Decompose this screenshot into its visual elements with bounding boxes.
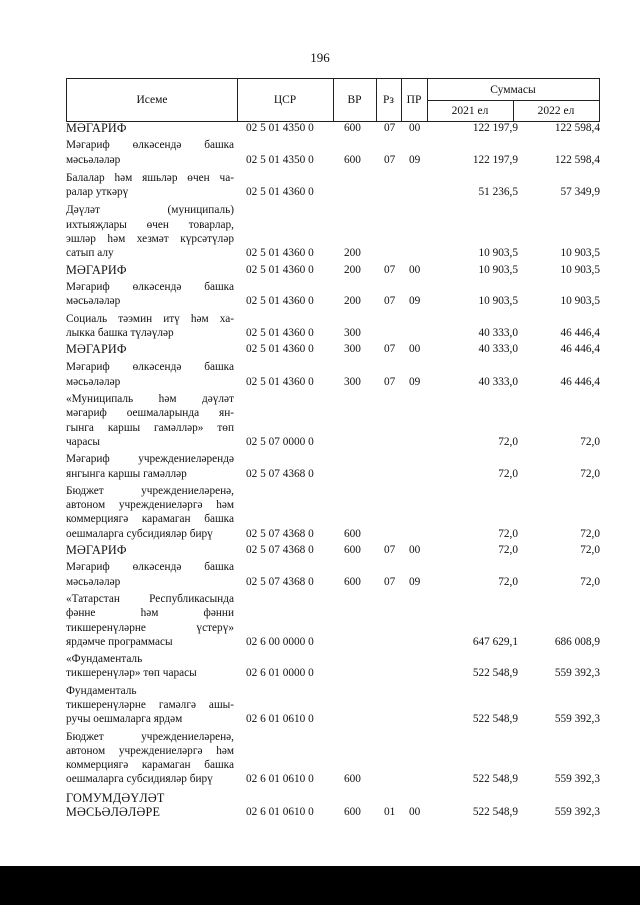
header-csr: ЦСР [273, 94, 297, 106]
row-name [66, 684, 234, 727]
row-sum-2021: 40 333,0 [478, 375, 518, 388]
row-name [66, 138, 234, 167]
table-row [66, 138, 600, 167]
table-row [66, 280, 600, 309]
row-name [66, 592, 234, 649]
row-vr: 300 [344, 375, 361, 388]
row-csr: 02 5 07 4368 0 [246, 575, 314, 588]
table-row [66, 203, 600, 260]
row-name-line: МӘГАРИФ [66, 342, 127, 357]
row-rz: 07 [384, 263, 396, 276]
row-name-line: «Муниципаль һәм дәүләт [66, 393, 234, 406]
row-vr: 300 [344, 343, 361, 356]
row-name-line: МӘГАРИФ [66, 262, 127, 277]
row-name-line: «Татарстан Республикасында [66, 592, 234, 605]
table-row [66, 263, 600, 277]
row-vr: 600 [344, 575, 361, 588]
row-sum-2022: 122 598,4 [554, 122, 600, 134]
row-sum-2022: 559 392,3 [554, 667, 600, 680]
row-sum-2022: 72,0 [580, 527, 600, 540]
row-sum-2022: 559 392,3 [554, 806, 600, 819]
scan-bottom-bar [0, 866, 640, 905]
row-name [66, 121, 234, 135]
row-pr: 09 [409, 575, 421, 588]
row-csr: 02 5 01 4360 0 [246, 375, 314, 388]
table-row [66, 342, 600, 356]
row-sum-2022: 122 598,4 [554, 153, 600, 166]
row-name-line: МӘГАРИФ [66, 121, 127, 135]
row-pr: 00 [409, 343, 421, 356]
table-header [66, 78, 600, 122]
row-sum-2021: 10 903,5 [478, 295, 518, 308]
row-name [66, 560, 234, 589]
row-name [66, 171, 234, 200]
row-name-line: Мәгариф өлкәсендә башка [66, 280, 234, 293]
row-name-line: мәгариф оешмаларында ян- [66, 407, 234, 420]
row-name-line: гынга каршы гамәлләр» төп [66, 421, 234, 434]
row-name-line: Мәгариф учреждениеләрендә [66, 453, 234, 466]
row-rz: 07 [384, 153, 396, 166]
row-rz: 01 [384, 806, 396, 819]
row-name-line: эшләр һәм хезмәт күрсәтүләр [66, 233, 234, 246]
row-name [66, 730, 234, 787]
row-vr: 600 [344, 153, 361, 166]
table-row [66, 791, 600, 820]
row-csr: 02 5 01 4360 0 [246, 326, 314, 339]
row-name-line: МӘСЬӘЛӘЛӘРЕ [66, 805, 161, 820]
row-csr: 02 5 01 4360 0 [246, 263, 314, 276]
row-pr: 09 [409, 295, 421, 308]
row-name [66, 791, 234, 820]
row-sum-2021: 72,0 [498, 527, 518, 540]
table-row [66, 121, 600, 135]
row-sum-2022: 559 392,3 [554, 773, 600, 786]
row-csr: 02 5 01 4360 0 [246, 247, 314, 260]
row-name-line: ихтыяҗлары өчен товарлар, [66, 218, 234, 231]
row-csr: 02 5 01 4360 0 [246, 295, 314, 308]
row-name [66, 543, 234, 557]
row-sum-2021: 122 197,9 [472, 122, 518, 134]
row-name-line: Дәүләт (муниципаль) [66, 204, 234, 217]
row-name [66, 652, 234, 681]
row-name-line: мәсьәләләр [66, 153, 121, 166]
row-sum-2022: 72,0 [580, 544, 600, 557]
row-sum-2022: 46 446,4 [560, 375, 600, 388]
row-pr: 09 [409, 153, 421, 166]
row-csr: 02 5 07 4368 0 [246, 527, 314, 540]
row-name-line: лыкка башка түләүләр [66, 326, 174, 339]
table-row [66, 484, 600, 541]
row-sum-2022: 46 446,4 [560, 343, 600, 356]
row-sum-2021: 522 548,9 [472, 667, 518, 680]
table-row [66, 543, 600, 557]
row-sum-2021: 40 333,0 [478, 343, 518, 356]
row-name-line: Мәгариф өлкәсендә башка [66, 361, 234, 374]
row-csr: 02 6 01 0610 0 [246, 773, 314, 786]
row-name-line: мәсьәләләр [66, 295, 121, 308]
row-sum-2022: 46 446,4 [560, 326, 600, 339]
row-name-line: ручы оешмаларга ярдәм [66, 713, 183, 726]
row-pr: 00 [409, 263, 421, 276]
header-year-2022: 2022 ел [537, 104, 575, 117]
row-name-line: Бюджет учреждениеләренә, [66, 730, 234, 743]
table-row [66, 312, 600, 341]
header-name: Исеме [136, 94, 168, 106]
row-sum-2021: 72,0 [498, 435, 518, 448]
row-sum-2022: 57 349,9 [560, 186, 600, 199]
row-name-line: автоном учреждениеләргә һәм [66, 499, 234, 512]
row-csr: 02 5 07 0000 0 [246, 435, 314, 448]
row-sum-2022: 10 903,5 [560, 263, 600, 276]
row-name [66, 484, 234, 541]
row-name-line: Фундаменталь [66, 684, 137, 697]
row-name-line: ралар уткәрү [66, 186, 129, 199]
row-csr: 02 5 01 4350 0 [246, 153, 314, 166]
row-sum-2021: 522 548,9 [472, 806, 518, 819]
row-sum-2022: 10 903,5 [560, 247, 600, 260]
row-name-line: МӘГАРИФ [66, 543, 127, 558]
table-row [66, 560, 600, 589]
row-rz: 07 [384, 575, 396, 588]
row-sum-2022: 10 903,5 [560, 295, 600, 308]
row-sum-2021: 51 236,5 [478, 186, 518, 199]
table-row [66, 171, 600, 200]
row-sum-2021: 647 629,1 [472, 635, 518, 648]
row-vr: 600 [344, 773, 361, 786]
table-row [66, 360, 600, 389]
row-rz: 07 [384, 122, 396, 134]
header-rz: Рз [383, 94, 394, 106]
row-sum-2021: 40 333,0 [478, 326, 518, 339]
row-name-line: мәсьәләләр [66, 575, 121, 588]
table-body [66, 121, 600, 819]
row-name-line: тикшеренүләрне үстерү» [66, 621, 234, 634]
table-row [66, 452, 600, 481]
row-name-line: коммерциягә карамаган башка [66, 759, 234, 772]
row-sum-2022: 72,0 [580, 435, 600, 448]
row-name [66, 392, 234, 449]
row-sum-2021: 10 903,5 [478, 247, 518, 260]
table-row [66, 730, 600, 787]
row-name-line: коммерциягә карамаган башка [66, 513, 234, 526]
row-csr: 02 6 01 0000 0 [246, 667, 314, 680]
table-row [66, 684, 600, 727]
row-name-line: Мәгариф өлкәсендә башка [66, 139, 234, 152]
row-vr: 300 [344, 326, 361, 339]
row-name-line: ярдәмче программасы [66, 635, 173, 648]
row-vr: 200 [344, 263, 361, 276]
row-csr: 02 6 00 0000 0 [246, 635, 314, 648]
row-sum-2021: 72,0 [498, 575, 518, 588]
row-name-line: Мәгариф өлкәсендә башка [66, 561, 234, 574]
row-name-line: ГОМУМДӘҮЛӘТ [66, 790, 165, 805]
row-name [66, 280, 234, 309]
row-rz: 07 [384, 375, 396, 388]
row-name-line: сатып алу [66, 247, 114, 260]
row-rz: 07 [384, 343, 396, 356]
row-sum-2021: 522 548,9 [472, 713, 518, 726]
row-csr: 02 5 07 4368 0 [246, 544, 314, 557]
row-name-line: мәсьәләләр [66, 375, 121, 388]
row-pr: 09 [409, 375, 421, 388]
row-name-line: чарасы [66, 435, 100, 448]
row-name-line: Балалар һәм яшьләр өчен ча- [66, 171, 234, 184]
table-row [66, 652, 600, 681]
row-name-line: «Фундаменталь [66, 653, 143, 666]
row-csr: 02 5 01 4350 0 [246, 122, 314, 134]
row-sum-2022: 72,0 [580, 575, 600, 588]
row-vr: 200 [344, 247, 361, 260]
row-rz: 07 [384, 295, 396, 308]
row-name-line: янгынга каршы гамәлләр [66, 467, 187, 480]
row-name [66, 263, 234, 277]
row-name-line: оешмаларга субсидияләр бирү [66, 773, 213, 786]
row-name-line: Бюджет учреждениеләренә, [66, 484, 234, 497]
row-pr: 00 [409, 806, 421, 819]
row-name-line: фәнне һәм фәнни [66, 607, 234, 620]
row-pr: 00 [409, 122, 421, 134]
row-sum-2021: 10 903,5 [478, 263, 518, 276]
row-vr: 600 [344, 544, 361, 557]
header-year-2021: 2021 ел [451, 104, 489, 117]
row-sum-2022: 686 008,9 [554, 635, 600, 648]
row-sum-2021: 522 548,9 [472, 773, 518, 786]
row-name [66, 342, 234, 356]
row-sum-2021: 122 197,9 [472, 153, 518, 166]
row-name [66, 203, 234, 260]
row-vr: 200 [344, 295, 361, 308]
row-name-line: оешмаларга субсидияләр бирү [66, 527, 213, 540]
row-csr: 02 5 01 4360 0 [246, 343, 314, 356]
row-sum-2021: 72,0 [498, 544, 518, 557]
row-vr: 600 [344, 122, 361, 134]
row-csr: 02 6 01 0610 0 [246, 806, 314, 819]
header-pr: ПР [406, 94, 422, 106]
row-rz: 07 [384, 544, 396, 557]
row-pr: 00 [409, 544, 421, 557]
row-sum-2022: 72,0 [580, 467, 600, 480]
header-sums: Суммасы [490, 83, 536, 96]
row-name [66, 452, 234, 481]
row-name [66, 360, 234, 389]
row-csr: 02 6 01 0610 0 [246, 713, 314, 726]
table-row [66, 592, 600, 649]
row-vr: 600 [344, 527, 361, 540]
row-csr: 02 5 07 4368 0 [246, 467, 314, 480]
row-sum-2022: 559 392,3 [554, 713, 600, 726]
row-name-line: тикшеренүләрне гамәлгә ашы- [66, 698, 234, 711]
page-number: 196 [310, 50, 330, 65]
row-vr: 600 [344, 806, 361, 819]
row-sum-2021: 72,0 [498, 467, 518, 480]
row-name-line: Социаль тәэмин итү һәм ха- [66, 312, 234, 325]
header-vr: ВР [347, 94, 362, 106]
table-row [66, 392, 600, 449]
row-name-line: тикшеренүләр» төп чарасы [66, 667, 197, 680]
row-name [66, 312, 234, 341]
row-csr: 02 5 01 4360 0 [246, 186, 314, 199]
row-name-line: автоном учреждениеләргә һәм [66, 744, 234, 757]
